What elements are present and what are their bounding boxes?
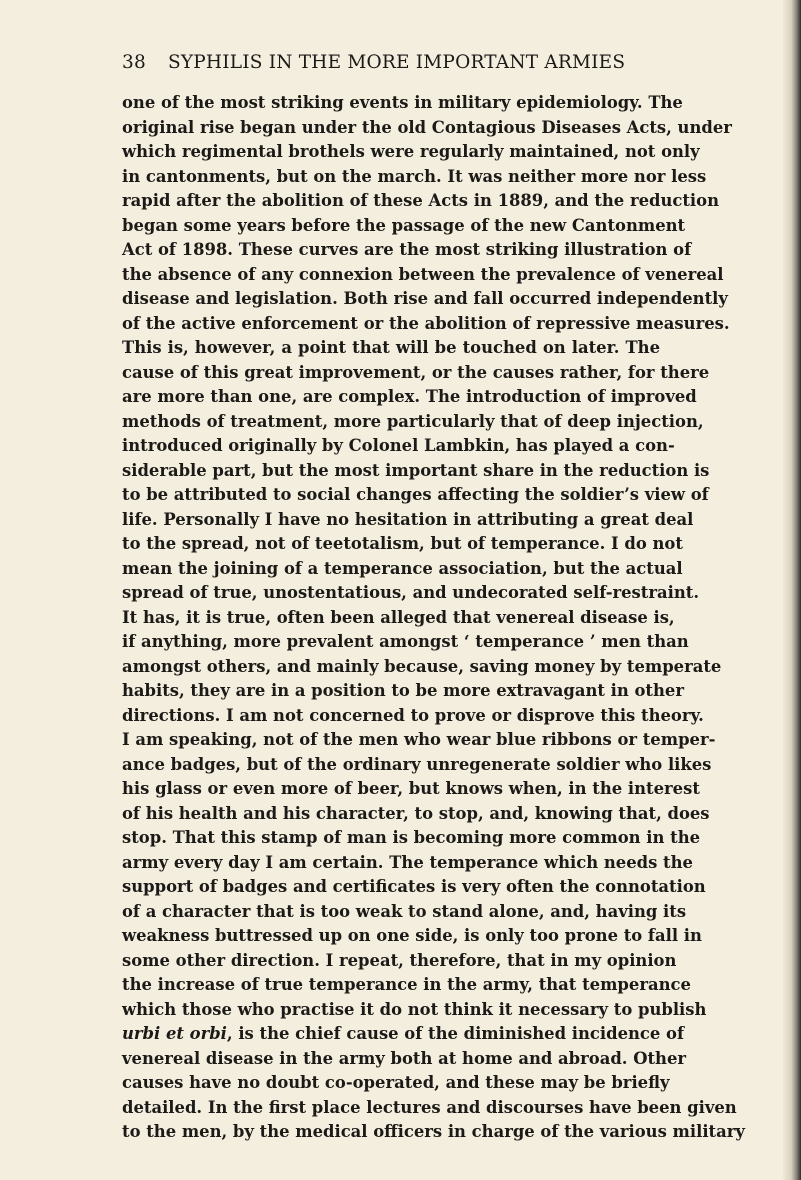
text-line: amongst others, and mainly because, saving money by temperate — [122, 656, 722, 676]
text-line-italic — [122, 1022, 685, 1047]
text-line: directions. I am not concerned to prove or disprove this theory. — [122, 705, 704, 725]
text-line: one of the most striking events in military epidemiology. The — [122, 93, 683, 112]
page-edge-shadow — [783, 0, 801, 1180]
text-line: cause of this great improvement, or the causes rather, for there — [122, 362, 710, 382]
text-line: began some years before the passage of the new Cantonment — [122, 215, 686, 235]
text-line: to be attributed to social changes affecting the soldier’s view of — [122, 485, 709, 504]
text-line: to the spread, not of teetotalism, but of temperance. I do not — [122, 534, 683, 553]
running-title: SYPHILIS IN THE MORE IMPORTANT ARMIES — [168, 52, 626, 73]
text-line: habits, they are in a position to be more extravagant in other — [122, 681, 684, 700]
text-line: siderable part, but the most important share in the reduction is — [122, 460, 710, 480]
text-line: of a character that is too weak to stand alone, and, having its — [122, 901, 687, 921]
text-line: introduced originally by Colonel Lambkin, has played a con- — [122, 436, 675, 455]
text-line: stop. That this stamp of man is becoming more common in the — [122, 828, 701, 847]
text-line: causes have no doubt co-operated, and these may be briefly — [122, 1073, 670, 1092]
text-line: original rise began under the old Contagious Diseases Acts, under — [122, 117, 732, 137]
text-line: if anything, more prevalent amongst ‘ temperance ’ men than — [122, 632, 689, 651]
text-line: the absence of any connexion between the prevalence of venereal — [122, 264, 724, 284]
text-line: methods of treatment, more particularly that of deep injection, — [122, 411, 704, 431]
text-line: This is, however, a point that will be touched on later. The — [122, 338, 660, 357]
text-line: disease and legislation. Both rise and fall occurred independently — [122, 289, 728, 308]
text-line: ance badges, but of the ordinary unregenerate soldier who likes — [122, 754, 712, 774]
text-line: weakness buttressed up on one side, is only too prone to fall in — [122, 926, 702, 945]
italic-line-rest: , is the chief cause of the diminished incidence of — [226, 1024, 685, 1043]
text-line: It has, it is true, often been alleged that venereal disease is, — [122, 607, 675, 627]
text-line: which those who practise it do not think it necessary to publish — [122, 999, 707, 1019]
text-line: the increase of true temperance in the army, that temperance — [122, 975, 691, 994]
body-text — [122, 91, 745, 1145]
italic-phrase: urbi et orbi — [122, 1024, 227, 1043]
text-line: mean the joining of a temperance association, but the actual — [122, 558, 683, 578]
text-line: army every day I am certain. The temperance which needs the — [122, 852, 693, 872]
text-line: which regimental brothels were regularly maintained, not only — [122, 142, 700, 161]
page-number: 38 — [122, 52, 146, 73]
text-line: are more than one, are complex. The introduction of improved — [122, 387, 697, 406]
text-line: his glass or even more of beer, but knows when, in the interest — [122, 779, 700, 798]
text-line: in cantonments, but on the march. It was neither more nor less — [122, 166, 707, 186]
text-line: life. Personally I have no hesitation in attributing a great deal — [122, 509, 694, 529]
text-line: support of badges and certificates is very often the connotation — [122, 877, 706, 896]
running-header — [122, 52, 642, 82]
text-line: to the men, by the medical officers in charge of the various military — [122, 1122, 745, 1141]
text-line: of his health and his character, to stop, and, knowing that, does — [122, 803, 710, 823]
text-line: I am speaking, not of the men who wear blue ribbons or temper- — [122, 730, 716, 749]
text-line: Act of 1898. These curves are the most striking illustration of — [122, 240, 692, 259]
text-line: some other direction. I repeat, therefore, that in my opinion — [122, 950, 677, 970]
text-line: rapid after the abolition of these Acts in 1889, and the reduction — [122, 191, 720, 210]
text-line: spread of true, unostentatious, and undecorated self-restraint. — [122, 583, 700, 602]
text-line: of the active enforcement or the abolition of repressive measures. — [122, 313, 730, 333]
text-line: detailed. In the first place lectures and discourses have been given — [122, 1097, 737, 1117]
text-line: venereal disease in the army both at home and abroad. Other — [122, 1048, 687, 1068]
